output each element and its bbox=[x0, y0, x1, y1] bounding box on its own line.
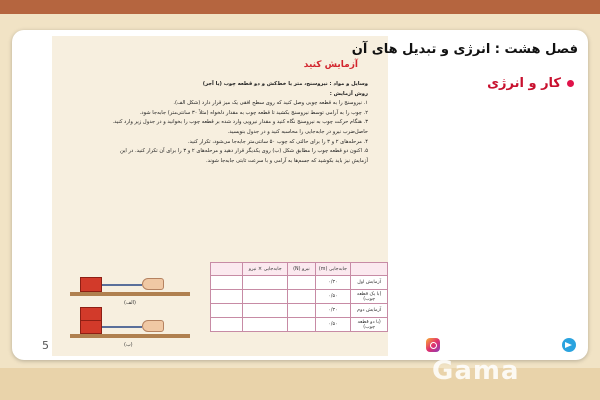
wood-block bbox=[80, 320, 102, 334]
table-cell bbox=[211, 304, 243, 318]
table-cell bbox=[243, 276, 288, 290]
table-surface bbox=[70, 334, 190, 338]
table-cell: (با یک قطعه چوب) bbox=[351, 290, 388, 304]
book-text bbox=[68, 80, 368, 166]
results-table bbox=[210, 262, 388, 332]
table-cell bbox=[211, 290, 243, 304]
results-table-wrap bbox=[210, 262, 388, 332]
page-title: فصل هشت : انرژی و تبدیل های آن bbox=[351, 42, 578, 57]
page-number: 5 bbox=[42, 339, 49, 352]
hand bbox=[142, 320, 164, 332]
book-line: ۵. اکنون دو قطعه چوب را مطابق شکل (ب) روی یکدیگر قرار دهید و مرحله‌های ۲ و ۳ را برای آن تکرار کنید. در این bbox=[120, 148, 368, 155]
bullet-text: کار و انرژی bbox=[487, 76, 561, 91]
table-row bbox=[211, 318, 388, 332]
book-line: ۴. مرحله‌های ۲ و ۳ را برای حالتی که چوب ۵۰ سانتی‌متر جابه‌جا می‌شود، تکرار کنید. bbox=[187, 138, 368, 145]
table-cell: آزمایش دوم bbox=[351, 304, 388, 318]
table-row bbox=[211, 304, 388, 318]
table-header: نیرو (N) bbox=[288, 263, 315, 276]
table-cell: (با دو قطعه چوب) bbox=[351, 318, 388, 332]
table-cell bbox=[211, 276, 243, 290]
book-line: روش آزمایش : bbox=[329, 90, 368, 97]
table-cell bbox=[243, 318, 288, 332]
table-cell bbox=[288, 304, 315, 318]
wood-block bbox=[80, 277, 102, 292]
table-cell: آزمایش اول bbox=[351, 276, 388, 290]
wood-block bbox=[80, 307, 102, 321]
table-cell bbox=[243, 304, 288, 318]
table-cell: ۰/۵۰ bbox=[315, 318, 351, 332]
figure-label-a: (الف) bbox=[124, 300, 136, 306]
book-title: آزمایش کنید bbox=[303, 60, 358, 70]
instagram-icon[interactable] bbox=[426, 338, 440, 352]
book-line: ۳. هنگام حرکت چوب به نیروسنج نگاه کنید و مقدار نیرویی وارد شده بر قطعه چوب را بخوانید و در جدول زیر وارد کنید. bbox=[112, 119, 368, 126]
figure-label-b: (ب) bbox=[124, 342, 133, 348]
book-line: آزمایش نیز باید بکوشید که جسم‌ها به آرامی و با سرعت ثابتی جابه‌جا شوند. bbox=[206, 157, 368, 164]
telegram-icon[interactable] bbox=[562, 338, 576, 352]
table-cell bbox=[243, 290, 288, 304]
table-cell: ۰/۵۰ bbox=[315, 290, 351, 304]
bullet-dot-icon bbox=[567, 80, 574, 87]
table-header-row bbox=[211, 263, 388, 276]
bullet-item bbox=[487, 76, 574, 91]
experiment-figure bbox=[66, 266, 206, 352]
book-line: حاصل‌ضرب نیرو در جابه‌جایی را محاسبه کنید و در جدول بنویسید. bbox=[227, 128, 368, 135]
hand bbox=[142, 278, 164, 290]
book-line: وسایل و مواد : نیروسنج، متر یا خط‌کش و دو قطعه چوب (یا آجر) bbox=[202, 81, 368, 87]
table-cell bbox=[288, 276, 315, 290]
table-cell bbox=[211, 318, 243, 332]
watermark: Gama bbox=[432, 356, 520, 386]
table-cell bbox=[288, 318, 315, 332]
table-surface bbox=[70, 292, 190, 296]
spring-scale bbox=[102, 326, 142, 328]
table-cell: ۰/۳۰ bbox=[315, 276, 351, 290]
top-band bbox=[0, 0, 600, 14]
table-header bbox=[211, 263, 243, 276]
table-row bbox=[211, 290, 388, 304]
table-cell bbox=[288, 290, 315, 304]
table-cell: ۰/۳۰ bbox=[315, 304, 351, 318]
book-line: ۱. نیروسنج را به قطعه چوبی وصل کنید که روی سطح افقی یک میز قرار دارد (شکل الف). bbox=[173, 100, 368, 107]
table-header bbox=[351, 263, 388, 276]
table-row bbox=[211, 276, 388, 290]
table-header: جابه‌جایی × نیرو bbox=[243, 263, 288, 276]
table-header: جابه‌جایی (m) bbox=[315, 263, 351, 276]
textbook-image bbox=[52, 36, 388, 356]
book-line: ۲. چوب را به آرامی توسط نیروسنج بکشید تا قطعه چوب به مقدار دلخواه (مثلاً ۳۰ سانتی‌متر) جابه‌جا شود. bbox=[139, 109, 368, 116]
spring-scale bbox=[102, 284, 142, 286]
